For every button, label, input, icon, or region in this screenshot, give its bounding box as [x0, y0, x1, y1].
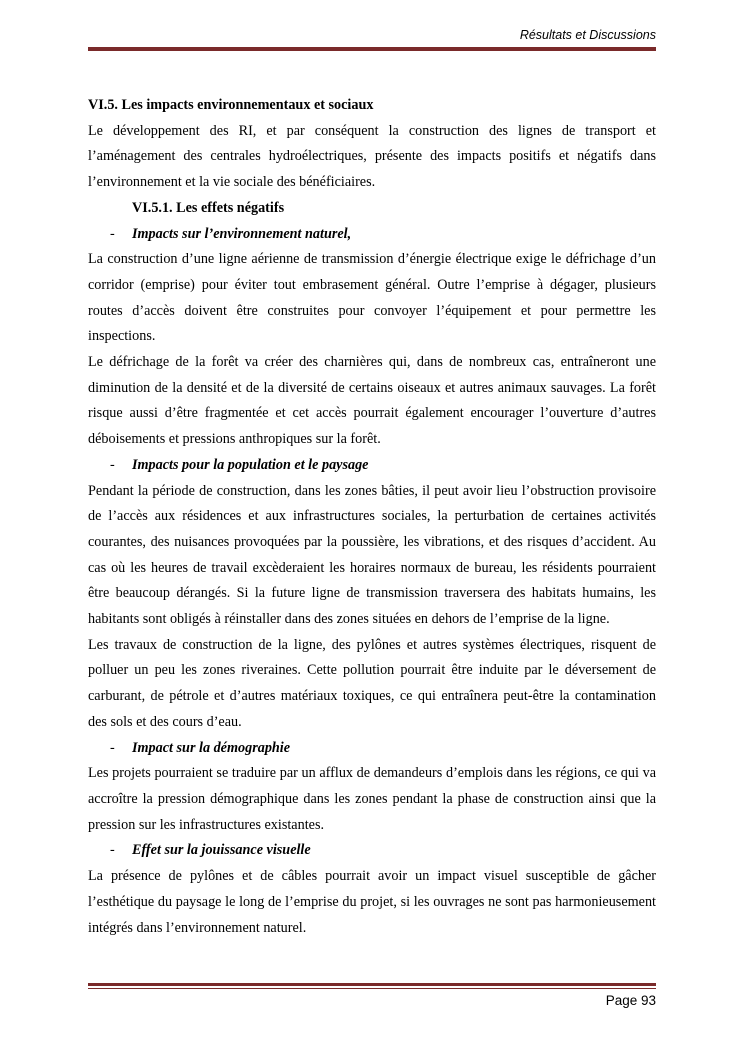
bullet-title: Impacts sur l’environnement naturel, [132, 225, 352, 242]
paragraph: Pendant la période de construction, dans les zones bâties, il peut avoir lieu l’obstruction provisoire de l’accès aux résidences et aux infrastructures sociales, la perturbation de certaines activités courantes, des nuisances provoquées par la poussière, les vibrations, et des risques d’accident. Au cas où les heures de travail excèderaient les horaires normaux de bureau, les résidents pourraient être beaucoup dérangés. Si la future ligne de transmission traversera des habitats humains, les habitants sont obligés à réinstaller dans des zones situées en dehors de l’emprise de la ligne. [88, 482, 656, 628]
subsection-title: VI.5.1. Les effets négatifs [132, 199, 285, 216]
page-number: Page 93 [605, 993, 656, 1008]
bullet-dash: - [110, 456, 115, 473]
bullet-dash: - [110, 739, 115, 756]
bullet-title: Impact sur la démographie [132, 739, 291, 756]
paragraph: La présence de pylônes et de câbles pourrait avoir un impact visuel susceptible de gâcher l’esthétique du paysage le long de l’emprise du projet, si les ouvrages ne sont pas harmonieusement intégrés dans l’environnement naturel. [88, 868, 656, 936]
bullet-title: Effet sur la jouissance visuelle [132, 842, 311, 859]
footer-rule [88, 983, 656, 989]
paragraph: Les projets pourraient se traduire par un afflux de demandeurs d’emplois dans les régions, ce qui va accroître la pression démographique dans les zones pendant la phase de construction ainsi que la pression sur les infrastructures existantes. [88, 765, 656, 833]
paragraph: Le défrichage de la forêt va créer des charnières qui, dans de nombreux cas, entraîneront une diminution de la densité et de la diversité de certains oiseaux et autres animaux sauvages. La forêt risque aussi d’être fragmentée et cet accès pourrait également encourager l’ouverture d’autres déboisements et pressions anthropiques sur la forêt. [88, 354, 656, 448]
section-title: VI.5. Les impacts environnementaux et sociaux [88, 97, 374, 113]
bullet-heading-visual [88, 838, 656, 864]
bullet-title: Impacts pour la population et le paysage [132, 456, 369, 473]
bullet-dash: - [110, 225, 115, 242]
page-content [88, 93, 656, 941]
bullet-heading-demography [88, 736, 656, 762]
paragraph: Les travaux de construction de la ligne, des pylônes et autres systèmes électriques, risquent de polluer un peu les zones riveraines. Cette pollution pourrait être induite par le déversement de carburant, de pétrole et d’autres matériaux toxiques, ce qui entraînera peut-être la contamination des sols et des cours d’eau. [88, 636, 656, 730]
bullet-dash: - [110, 842, 115, 859]
header-rule [88, 45, 656, 51]
intro-paragraph: Le développement des RI, et par conséquent la construction des lignes de transport et l’aménagement des centrales hydroélectriques, présente des impacts positifs et négatifs dans l’environnement et la vie sociale des bénéficiaires. [88, 122, 656, 191]
running-header: Résultats et Discussions [519, 28, 656, 42]
bullet-heading-population [88, 453, 656, 479]
bullet-heading-environment [88, 222, 656, 248]
paragraph: La construction d’une ligne aérienne de transmission d’énergie électrique exige le défrichage d’un corridor (emprise) pour éviter tout embrasement général. Outre l’emprise à dégager, plusieurs routes d’accès doivent être construites pour convoyer l’équipement et pour permettre les inspections. [88, 251, 656, 345]
